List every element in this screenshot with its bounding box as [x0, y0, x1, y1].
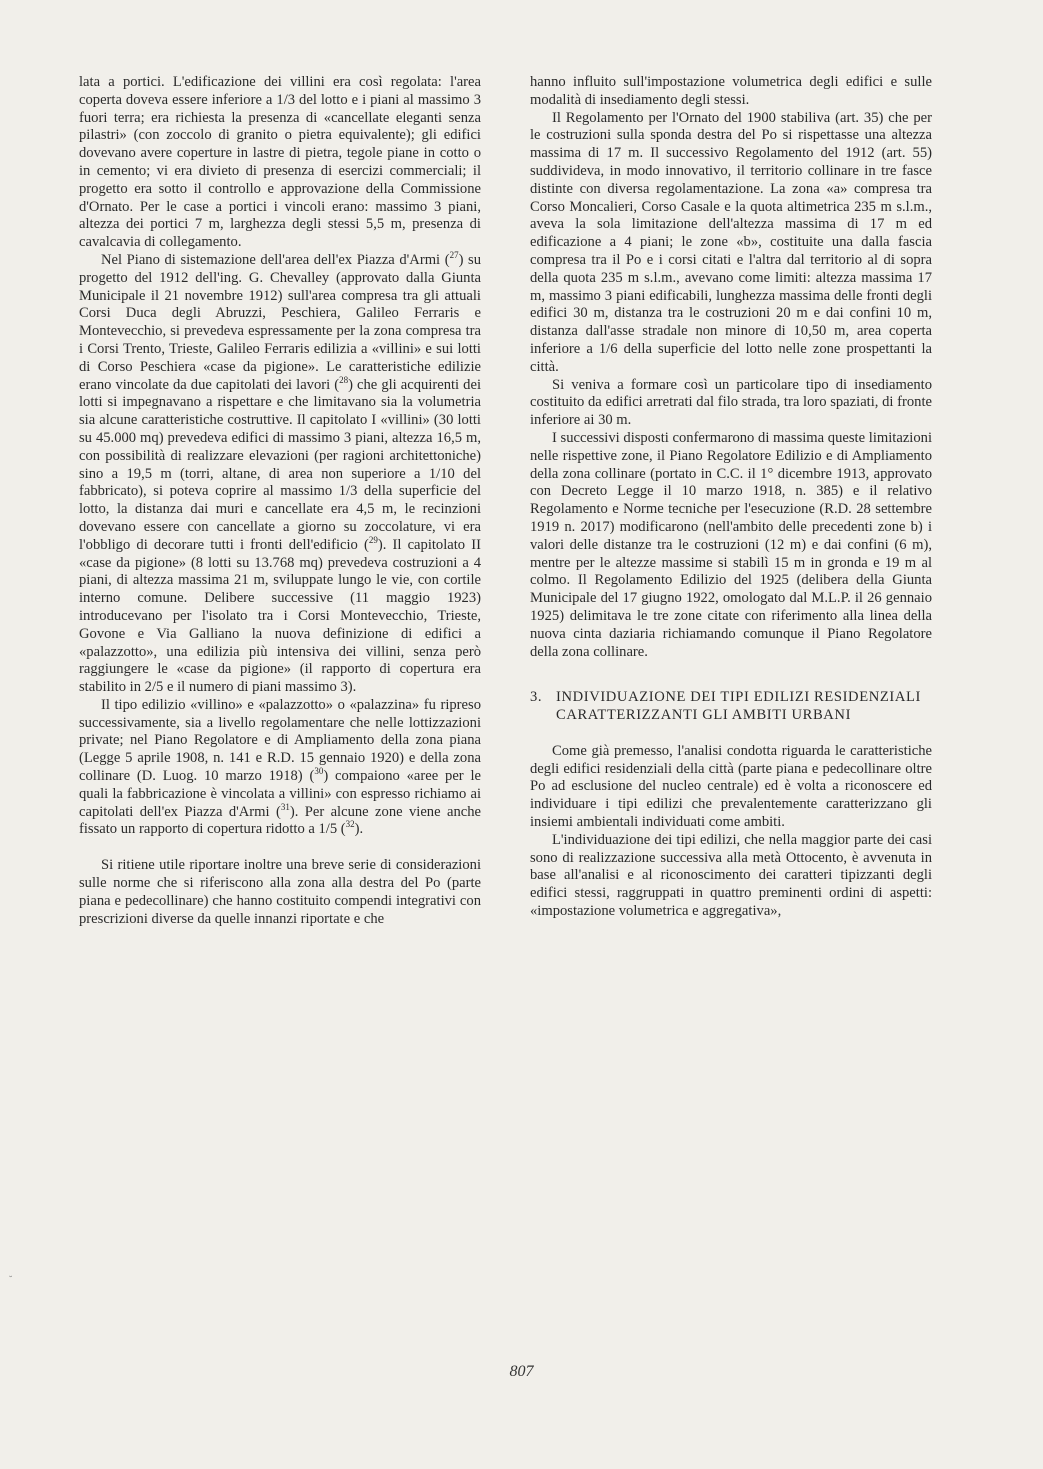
right-paragraph-3: Si veniva a formare così un particolare tipo di insediamento costituito da edifici arretrati dal filo strada, tra loro spaziati, di fronte inferiore ai 30 m. — [530, 376, 932, 429]
footnote-ref: 29 — [368, 534, 378, 545]
text-run: ) su progetto del 1912 dell'ing. G. Chevalley (approvato dalla Giunta Municipale il 21 novembre 1912) sull'area compresa tra gli attuali Corsi Duca degli Abruzzi, Peschiera, Galileo Ferraris e Montevecchio, si prevedeva espressamente per la zona compresa tra i Corsi Trento, Trieste, Galileo Ferraris edilizia a «villini» e sui lotti di Corso Peschiera «case da pigione». Le caratteristiche edilizie erano vincolate da due capitolati dei lavori ( — [79, 251, 481, 393]
text-run: ) compaiono «aree per le quali la fabbricazione è vincolata a villini» con espresso richiamo ai capitolati dell'ex Piazza d'Armi ( — [79, 768, 481, 820]
text-run: ). — [354, 821, 364, 838]
left-paragraph-2 — [79, 252, 481, 697]
left-paragraph-1: lata a portici. L'edificazione dei villini era così regolata: l'area coperta doveva essere inferiore a 1/3 del lotto e i piani al massimo 3 fuori terra; era richiesta la presenza di «cancellate eleganti senza pilastri» (con zoccolo di granito o pietra equivalente); gli edifici dovevano avere coperture in lastre di pietra, tegole piane in cotto o in cemento; vi era divieto di presenza di esercizi commerciali; il progetto era sotto il controllo e approvazione della Commissione d'Ornato. Per le case a portici i vincoli erano: massimo 3 piani, altezza dei portici 7 m, larghezza degli stessi 5,5 m, presenza di cavalcavia di collegamento. — [79, 74, 481, 251]
section-title: INDIVIDUAZIONE DEI TIPI EDILIZI RESIDENZIALI CARATTERIZZANTI GLI AMBITI URBANI — [556, 689, 921, 724]
left-paragraph-4: Si ritiene utile riportare inoltre una breve serie di considerazioni sulle norme che si riferiscono alla zona alla destra del Po (parte piana e pedecollinare) che hanno costituito compendi integrativi con prescrizioni diverse da quelle innanzi riportate e che — [79, 857, 481, 927]
left-paragraph-3 — [79, 697, 481, 839]
right-paragraph-5: Come già premesso, l'analisi condotta riguarda le caratteristiche degli edifici residenziali della città (parte piana e pedecollinare oltre Po ad esclusione del nucleo centrale) ed è volta a riconoscere ed individuare i tipi edilizi che prevalentemente caratterizzano gli insiemi ambientali individuati come ambiti. — [530, 742, 932, 831]
footnote-ref: 30 — [314, 766, 324, 777]
right-paragraph-2: Il Regolamento per l'Ornato del 1900 stabiliva (art. 35) che per le costruzioni sulla sponda destra del Po si rispettasse una altezza massima di 17 m. Il successivo Regolamento del 1912 (art. 55) suddivideva, in modo innovativo, il territorio collinare in tre fasce distinte con diversa regolamentazione. La zona «a» compresa tra Corso Moncalieri, Corso Casale e la quota altimetrica 235 m s.l.m., aveva la sola limitazione dell'altezza massima di 17 m ed edificazione a 4 piani; le zone «b», costituite una dalla fascia compresa tra il Po e i corsi citati e l'altra dal territorio al di sopra della quota 235 m s.l.m., avevano come limiti: altezza massima 17 m, massimo 3 piani edificabili, lunghezza massima delle fronti degli edifici 30 m, distanza tra le costruzioni 20 m e dai confini 10 m, distanza dall'asse stradale non minore di 10,50 m, area coperta inferiore a 1/6 della superficie del lotto nelle zone prospettanti la città. — [530, 109, 932, 375]
text-run: Nel Piano di sistemazione dell'area dell'ex Piazza d'Armi ( — [101, 251, 450, 268]
page-number: 807 — [509, 1363, 534, 1380]
text-run: ) che gli acquirenti dei lotti si impegnavano a rispettare e che limitavano sia la volumetria sia alcune caratteristiche costruttive. Il capitolato I «villini» (30 lotti su 45.000 mq) prevedeva edifici di massimo 3 piani, altezza 16,5 m, con possibilità di realizzare elevazioni (per ragioni architettoniche) sino a 19,5 m (torri, altane, di area non superiore a 1/10 del fabbricato), si poteva coprire al massimo 1/3 della superficie del lotto, la distanza dai muri e cancellate era 4,5 m, le recinzioni dovevano essere con cancellate a giorno su zoccolature, vi era l'obbligo di decorare tutti i fronti dell'edificio ( — [79, 376, 481, 553]
right-paragraph-1: hanno influito sull'impostazione volumetrica degli edifici e sulle modalità di insediamento degli stessi. — [530, 74, 932, 108]
footnote-ref: 32 — [345, 819, 355, 830]
section-number: 3. — [530, 689, 543, 706]
right-column — [530, 74, 932, 921]
right-paragraph-6: L'individuazione dei tipi edilizi, che nella maggior parte dei casi sono di realizzazione successiva alla metà Ottocento, è avvenuta in base all'analisi e al riconoscimento dei caratteri tipizzanti degli edifici stessi, raggruppati in quattro preminenti ordini di aspetti: «impostazione volumetrica e aggregativa», — [530, 831, 932, 920]
footnote-ref: 28 — [339, 374, 349, 385]
section-heading — [530, 689, 932, 725]
text-run: ). Il capitolato II «case da pigione» (8 lotti su 13.768 mq) prevedeva costruzioni a 4 piani, di altezza massima 21 m, sviluppate lungo le vie, con cortile interno comune. Delibere successive (11 maggio 1923) introducevano per l'isolato tra i Corsi Montevecchio, Trieste, Govone e Via Galliano la nuova definizione di edifici a «palazzotto», una edilizia più intensiva dei villini, senza però raggiungere le «case da pigione» (il rapporto di copertura era stabilito in 2/5 e il numero di piani massimo 3). — [79, 536, 481, 696]
text-run: ). Per alcune zone viene anche fissato un rapporto di copertura ridotto a 1/5 ( — [79, 803, 481, 838]
margin-speck: ˘ — [9, 1275, 13, 1286]
footnote-ref: 31 — [280, 801, 290, 812]
right-paragraph-4: I successivi disposti confermarono di massima queste limitazioni nelle rispettive zone, il Piano Regolatore Edilizio e di Ampliamento della zona collinare (portato in C.C. il 1° dicembre 1913, approvato con Decreto Legge il 10 marzo 1918, n. 385) e il relativo Regolamento e Norme tecniche per l'esecuzione (R.D. 28 settembre 1919 n. 2017) modificarono (nell'ambito delle precedenti zone b) i valori delle distanze tra le costruzioni (12 m) e dai confini (6 m), mentre per le altezze massime si stabilì 15 m in gronda e 19 m al colmo. Il Regolamento Edilizio del 1925 (delibera della Giunta Municipale del 17 giugno 1922, omologato dal M.L.P. il 26 gennaio 1925) delimitava le tre zone citate con riferimento alla linea della nuova cinta daziaria richiamando comunque il Piano Regolatore della zona collinare. — [530, 429, 932, 660]
footnote-ref: 27 — [449, 250, 459, 261]
left-column — [79, 74, 481, 928]
text-run: Il tipo edilizio «villino» e «palazzotto» o «palazzina» fu ripreso successivamente, sia a livello regolamentare che nelle lottizzazioni private; nel Piano Regolatore e di Ampliamento della zona piana (Legge 5 aprile 1908, n. 141 e R.D. 15 gennaio 1920) e della zona collinare (D. Luog. 10 marzo 1918) ( — [79, 696, 481, 785]
